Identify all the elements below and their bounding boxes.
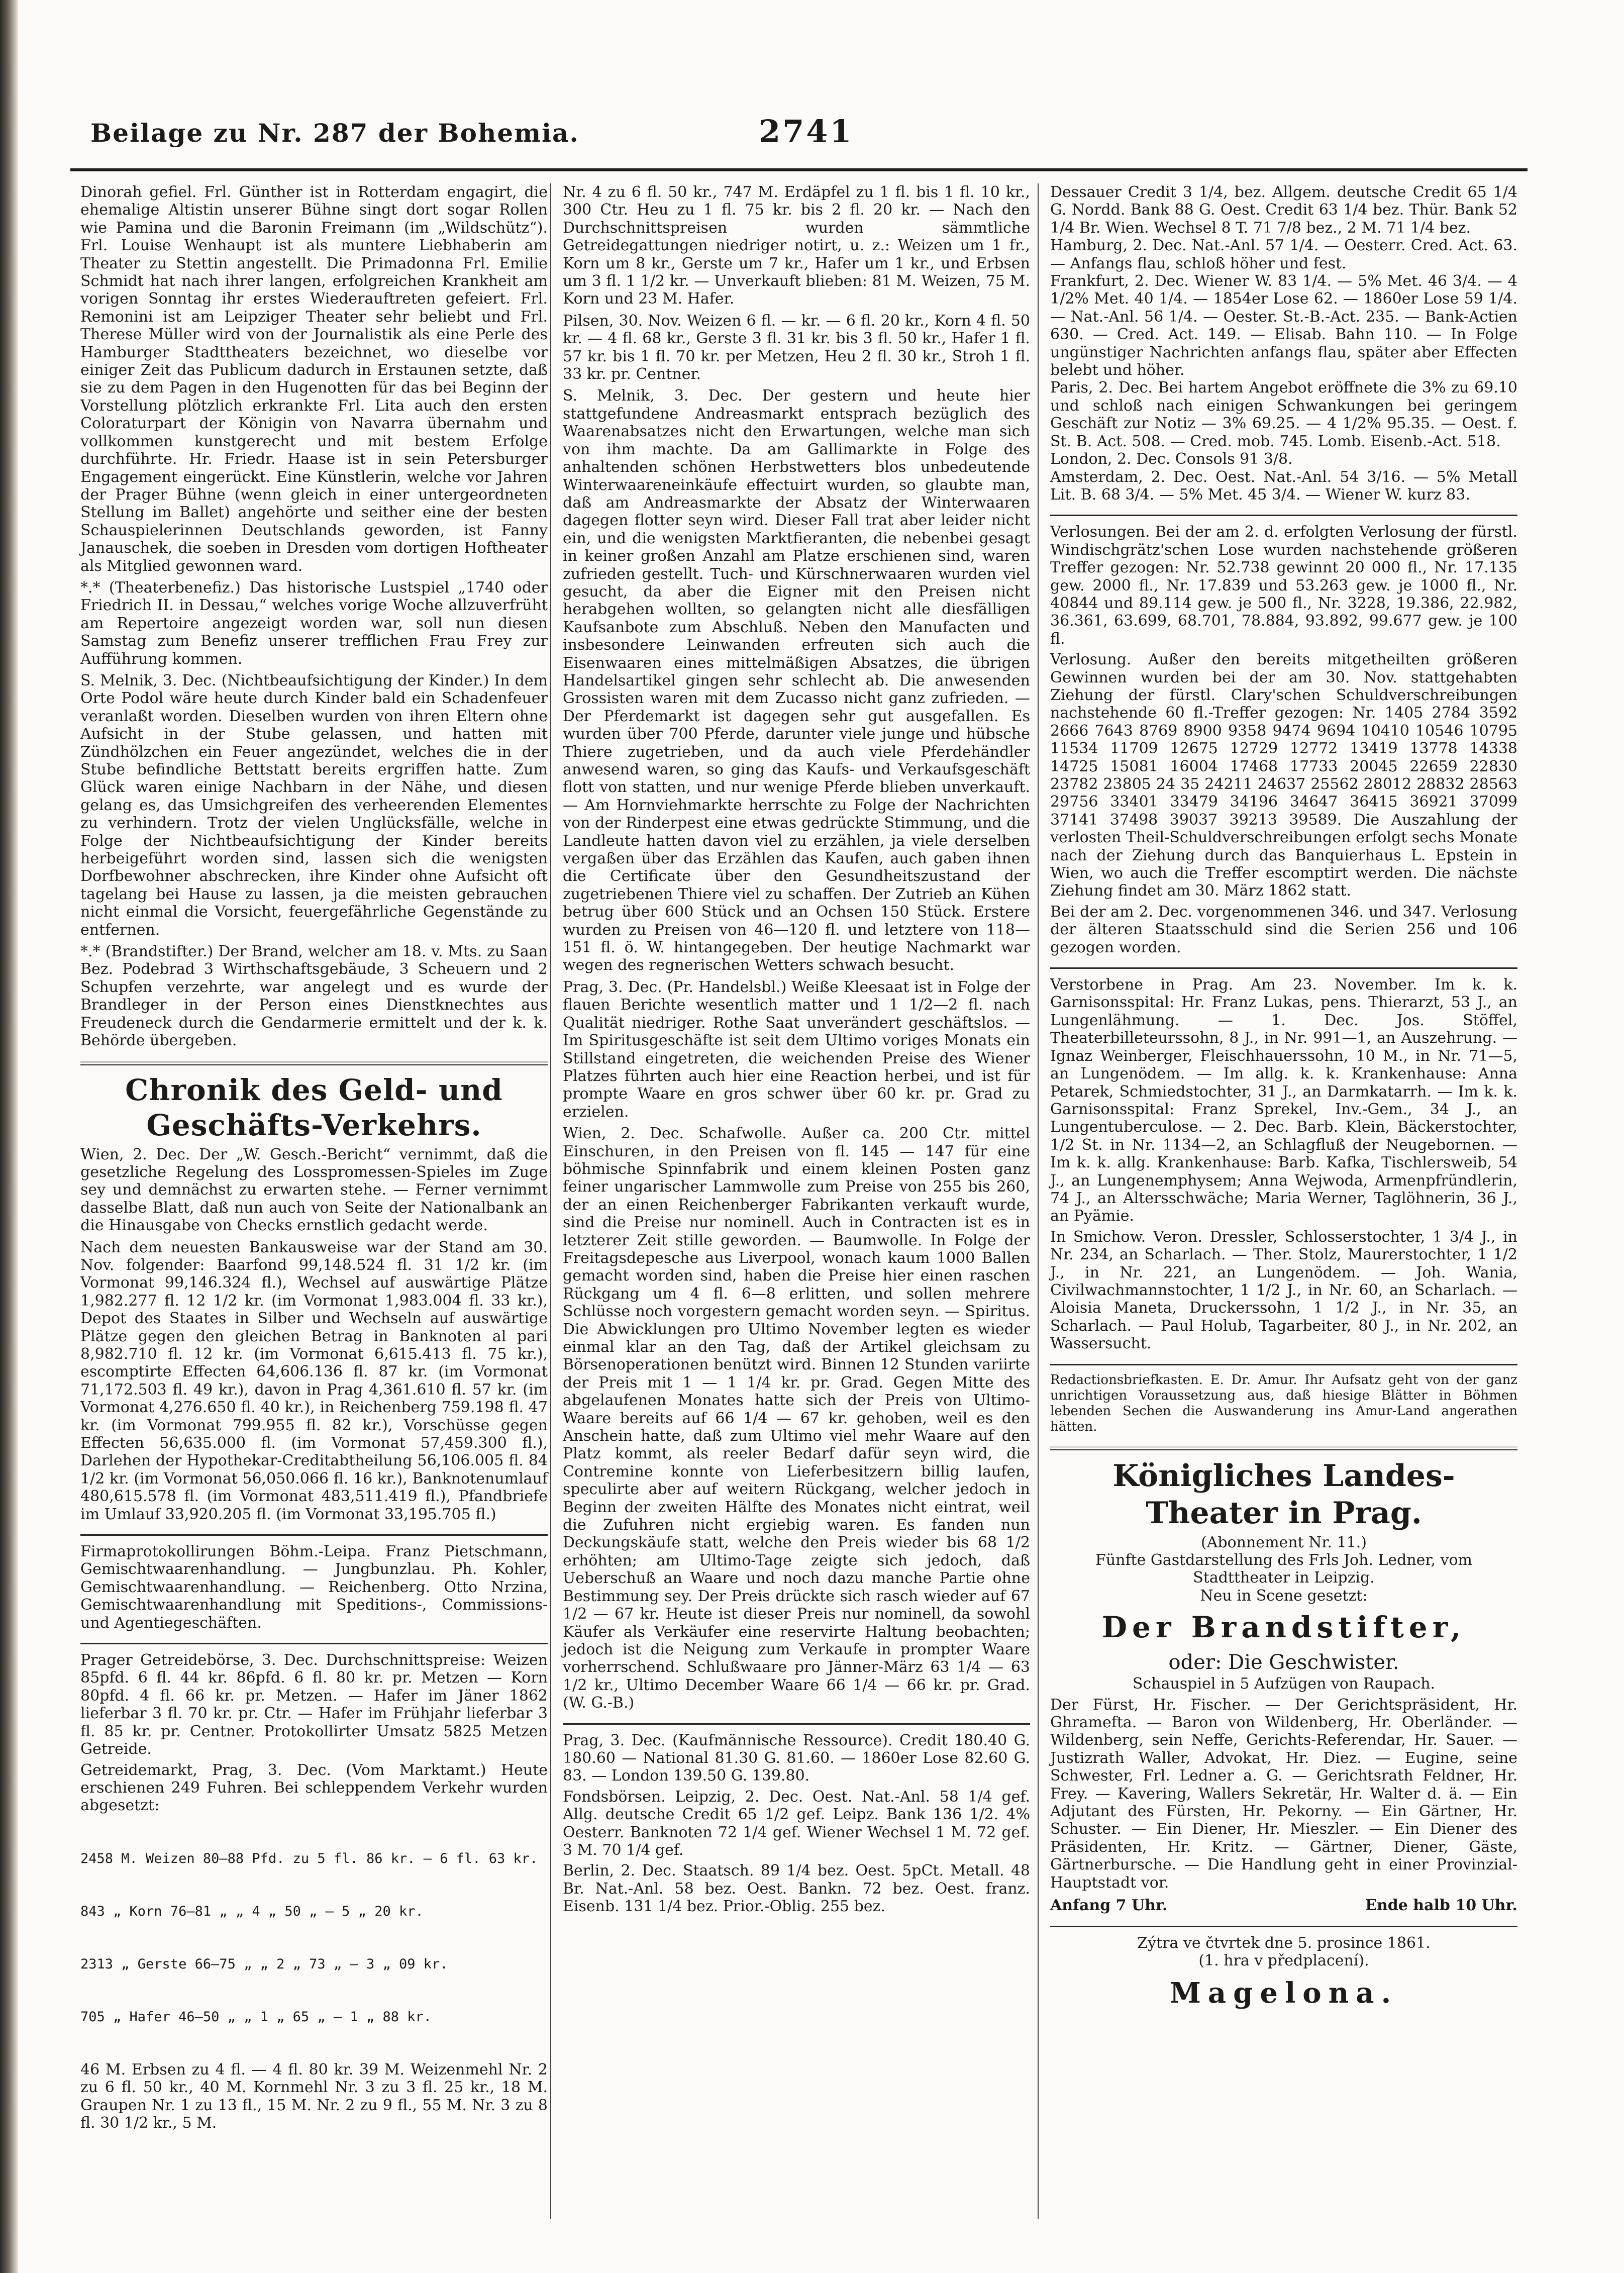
divider	[1050, 1926, 1517, 1927]
article-verstorbene: Verstorbene in Prag. Am 23. November. Im k. k. Garnisonsspital: Hr. Franz Lukas, pens. Thierarzt, 53 J., an Lungenlähmung. — 1. Dec. Jos. Stöffel, Theaterbilleteurssohn, 8 J., in Nr. 991—1, an Auszehrung. — Ignaz Weinberger, Fleischhauerssohn, 10 M., in Nr. 71—5, an Lungenödem. — Im allg. k. k. Krankenhause: Anna Petarek, Schmiedstochter, 31 J., an Darmkatarrh. — Im k. k. Garnisonsspital: Franz Sprekel, Inv.-Gem., 34 J., an Lungentuberculose. — 2. Dec. Barb. Klein, Bäckerstochter, 1/2 St. in Nr. 1134—2, an Schlagfluß der Neugebornen. — Im k. k. allg. Krankenhause: Barb. Kafka, Tischlersweib, 54 J., an Lungenemphysem; Anna Wejwoda, Armenpfründlerin, 74 J., an Altersschwäche; Maria Werner, Taglöhnerin, 36 J., an Pyämie.	[1050, 976, 1517, 1225]
divider	[563, 1723, 1030, 1725]
grain-row: 2313 „ Gerste 66—75 „ „ 2 „ 73 „ — 3 „ 09 kr.	[80, 1956, 448, 1972]
play-start: Anfang 7 Uhr.	[1050, 1897, 1168, 1915]
column-divider	[550, 183, 551, 2219]
page-header	[70, 108, 1528, 171]
divider	[80, 1643, 548, 1644]
supplement-title: Beilage zu Nr. 287 der Bohemia.	[90, 118, 579, 148]
column-3	[1050, 183, 1517, 2010]
article-theater-news: Dinorah gefiel. Frl. Günther ist in Rotterdam engagirt, die ehemalige Altistin unserer Bühne singt dort sogar Rollen wie Pamina und die Baronin Freimann (im „Wildschütz“). Frl. Louise Wenhaupt ist als muntere Liebhaberin am Theater zu Stettin angestellt. Die Primadonna Frl. Emilie Schmidt hat nach ihrer langen, erfolgreichen Krankheit am vorigen Sonntag ihr erstes Wiederauftreten gefeiert. Frl. Remonini ist am Leipziger Theater sehr beliebt und Frl. Therese Müller wird von der Journalistik als eine Perle des Hamburger Stadttheaters bezeichnet, wo dieselbe vor einiger Zeit das Publicum dadurch in Erstaunen setzte, daß sie zu dem Pagen in den Hugenotten für das bei Beginn der Vorstellung plötzlich erkrankte Frl. Lita auch den ersten Coloraturpart der Königin von Navarra übernahm und vollkommen kunstgerecht und mit bestem Erfolge durchführte. Hr. Friedr. Haase ist in sein Petersburger Engagement eingerückt. Eine Künstlerin, welche vor Jahren der Prager Bühne (wenn gleich in einer untergeordneten Stellung im Ballet) angehörte und seither eine der besten Schauspielerinnen Deutschlands geworden, ist Fanny Janauschek, die soeben in Dresden vom dortigen Hoftheater als Mitglied gewonnen ward.	[80, 183, 548, 575]
article-bankausweis: Nach dem neuesten Bankausweise war der Stand am 30. Nov. folgender: Baarfond 99,148.524 fl. 31 1/2 kr. (im Vormonat 99,146.324 fl.), Wechsel auf auswärtige Plätze 1,982.277 fl. 12 1/2 kr. (im Vormonat 1,983.004 fl. 33 kr.), Depot des Staates in Silber und Wechseln auf auswärtige Plätze gegen den gleichen Betrag in Banknoten al pari 8,982.710 fl. 12 kr. (im Vormonat 6,615.413 fl. 75 kr.), escomptirte Effecten 64,606.136 fl. 87 kr. (im Vormonat 71,172.503 fl. 49 kr.), davon in Prag 4,361.610 fl. 57 kr. (im Vormonat 4,276.650 fl. 40 kr.), in Reichenberg 759.198 fl. 47 kr. (im Vormonat 799.955 fl. 82 kr.), Vorschüsse gegen Effecten 56,635.000 fl. (im Vormonat 57,459.300 fl.), Darlehen der Hypothekar-Creditabtheilung 56,106.005 fl. 84 1/2 kr. (im Vormonat 56,050.066 fl. 16 kr.), Banknotenumlauf 480,615.578 fl. (im Vormonat 483,511.419 fl.), Pfandbriefe im Umlauf 33,920.205 fl. (im Vormonat 33,195.705 fl.)	[80, 1238, 548, 1523]
article-wien-schafwolle: Wien, 2. Dec. Schafwolle. Außer ca. 200 Ctr. mittel Einschuren, in den Preisen von fl. 145 — 147 für eine böhmische Spinnfabrik und einem kleinen Posten ganz feiner ungarischer Lammwolle zum Preise von 255 bis 260, der an einen Reichenberger Fabrikanten verkauft wurde, sind die Preise nur nominell. Auch in Contracten ist es in letzterer Zeit stille geworden. — Baumwolle. In Folge der Freitagsdepesche aus Liverpool, wonach kaum 1000 Ballen gemacht worden sind, haben die Preise hier einen raschen Rückgang um 4 fl. 6—8 erlitten, und sollen mehrere Schlüsse noch vorgestern gemacht worden seyn. — Spiritus. Die Abwicklungen pro Ultimo November legten es wieder einmal klar an den Tag, daß der Artikel gleichsam zu Börsenoperationen benützt wird. Binnen 12 Stunden variirte der Preis mit 1 — 1 1/4 kr. pr. Grad. Gegen Mitte des abgelaufenen Monates hatte sich der Preis von Ultimo-Waare bereits auf 66 1/4 — 67 kr. gehoben, weil es den Anschein hatte, daß zum Ultimo viel mehr Waare auf den Platz kommt, als reeler Bedarf dafür seyn wird, die Contremine konnte von Lieferbesitzern billig laufen, speculirte aber auf weitern Rückgang, welcher jedoch in Beginn der zweiten Hälfte des Monates nicht eintrat, weil die Zufuhren nicht ergiebig waren. Es fanden nun Deckungskäufe statt, welche den Preis wieder bis 68 1/2 erhöhten; am Ultimo-Tage zeigte sich jedoch, daß Ueberschuß an Waare und noch dazu manche Partie ohne Bestimmung sey. Der Preis drückte sich rasch wieder auf 67 1/2 — 67 kr. Heute ist dieser Preis nur nominell, da sowohl Käufer als Verkäufer eine reservirte Haltung beobachten; jedoch ist die Neigung zum Verkaufe in prompter Waare vorherrschend. Schlußwaare pro Jänner-März 63 1/4 — 63 1/2 kr., Ultimo December Waare 66 1/4 — 66 kr. pr. Grad. (W. G.-B.)	[563, 1125, 1030, 1712]
article-getreidemarkt-end: Nr. 4 zu 6 fl. 50 kr., 747 M. Erdäpfel zu 1 fl. bis 1 fl. 10 kr., 300 Ctr. Heu zu 1 fl. 75 kr. bis 2 fl. 20 kr. — Nach den Durchschnittspreisen wurden sämmtliche Getreidegattungen niedriger notirt, u. z.: Weizen um 1 fr., Korn um 8 kr., Gerste um 7 kr., Hafer um 1 kr., und Erbsen um 3 fl. 1 1/2 kr. — Unverkauft blieben: 81 M. Weizen, 75 M. Korn und 23 M. Hafer.	[563, 183, 1030, 308]
article-firmaprotokoll: Firmaprotokollirungen Böhm.-Leipa. Franz Pietschmann, Gemischtwaarenhandlung. — Jungbunzlau. Ph. Kohler, Gemischtwaarenhandlung. — Reichenberg. Otto Nrzina, Gemischtwaarenhandlung mit Speditions-, Commissions- und Agentiegeschäften.	[80, 1543, 548, 1632]
article-theaterbenefiz: *.* (Theaterbenefiz.) Das historische Lustspiel „1740 oder Friedrich II. in Dessau,“ welches vorige Woche allzuverfrüht am Repertoire angezeigt worden war, soll nun diesen Samstag zum Benefiz unserer trefflichen Frau Frey zur Aufführung kommen.	[80, 578, 548, 668]
play-title: Der Brandstifter,	[1101, 1610, 1466, 1645]
article-fondsboersen-leipzig: Fondsbörsen. Leipzig, 2. Dec. Oest. Nat.-Anl. 58 1/4 gef. Allg. deutsche Credit 65 1/2 gef. Leipz. Bank 136 1/2. 4% Oesterr. Banknoten 72 1/4 gef. Wiener Wechsel 1 M. 72 gef. 3 M. 70 1/4 gef.	[563, 1788, 1030, 1859]
article-berlin: Berlin, 2. Dec. Staatsch. 89 1/4 bez. Oest. 5pCt. Metall. 48 Br. Nat.-Anl. 58 bez. Oest. Bankn. 72 bez. Oest. franz. Eisenb. 131 1/4 bez. Prior.-Oblig. 255 bez.	[563, 1862, 1030, 1916]
play-times	[1050, 1897, 1517, 1914]
theater-neu: Neu in Scene gesetzt:	[1200, 1587, 1368, 1605]
page-binding-edge	[0, 0, 18, 2273]
article-hamburg: Hamburg, 2. Dec. Nat.-Anl. 57 1/4. — Oesterr. Cred. Act. 63. — Anfangs flau, schloß höher und fest.	[1050, 237, 1517, 272]
article-verlosungen: Verlosungen. Bei der am 2. d. erfolgten Verlosung der fürstl. Windischgrätz'schen Lose wurden nachstehende größeren Treffer gezogen: Nr. 52.738 gewinnt 20 000 fl., Nr. 17.135 gew. 2000 fl., Nr. 17.839 und 53.263 gew. je 1000 fl., Nr. 40844 und 89.114 gew. je 500 fl., Nr. 3228, 19.386, 22.982, 36.361, 63.699, 68.701, 78.884, 93.892, 99.677 gew. je 100 fl.	[1050, 523, 1517, 648]
grain-row: 2458 M. Weizen 80—88 Pfd. zu 5 fl. 86 kr. — 6 fl. 63 kr.	[80, 1850, 538, 1866]
next-day-notice: Zýtra ve čtvrtek dne 5. prosince 1861.	[1137, 1934, 1431, 1952]
play-genre: Schauspiel in 5 Aufzügen von Raupach.	[1132, 1675, 1436, 1693]
next-play-title: Magelona.	[1169, 1976, 1398, 2010]
article-redaktionsbriefkasten: Redactionsbriefkasten. E. Dr. Amur. Ihr Aufsatz geht von der ganz unrichtigen Voraussetzung aus, daß hiesige Blätter in Böhmen lebenden Sechen die Auswanderung ins Amur-Land angerathen hätten.	[1050, 1372, 1517, 1434]
article-frankfurt: Frankfurt, 2. Dec. Wiener W. 83 1/4. — 5% Met. 46 3/4. — 4 1/2% Met. 40 1/4. — 1854er Lose 62. — 1860er Lose 59 1/4. — Nat.-Anl. 56 1/4. — Oester. St.-B.-Act. 235. — Bank-Actien 630. — Cred. Act. 149. — Elisab. Bahn 110. — In Folge ungünstiger Nachrichten anfangs flau, später aber Effecten belebt und höher.	[1050, 272, 1517, 379]
article-getreideboerse: Prager Getreidebörse, 3. Dec. Durchschnittspreise: Weizen 85pfd. 6 fl. 44 kr. 86pfd. 6 fl. 80 kr. pr. Metzen — Korn 80pfd. 4 fl. 66 kr. pr. Metzen. — Hafer im Jäner 1862 lieferbar 3 fl. 70 kr. pr. Ctr. — Hafer im Frühjahr lieferbar 3 fl. 85 kr. pr. Centner. Protokollirter Umsatz 5825 Metzen Getreide.	[80, 1651, 548, 1758]
play-subtitle: oder: Die Geschwister.	[1168, 1651, 1399, 1674]
theater-gast: Fünfte Gastdarstellung des Frls Joh. Ledner, vom Stadttheater in Leipzig.	[1095, 1551, 1472, 1587]
play-cast: Der Fürst, Hr. Fischer. — Der Gerichtspräsident, Hr. Ghramefta. — Baron von Wildenberg, Hr. Oberländer. — Wildenberg, sein Neffe, Gerichts-Referendar, Hr. Sauer. — Justizrath Waller, Advokat, Hr. Diez. — Eugine, seine Schwester, Frl. Ledner a. G. — Gerichtsrath Feldner, Hr. Frey. — Kavering, Wallers Sekretär, Hr. Walter d. ä. — Ein Adjutant des Fürsten, Hr. Pekorny. — Ein Gärtner, Hr. Schuster. — Ein Diener, Hr. Mieszler. — Ein Diener des Präsidenten, Hr. Kritz. — Gärtner, Diener, Gäste, Gärtnerbursche. — Die Handlung geht in einer Provinzial-Hauptstadt vor.	[1050, 1696, 1517, 1892]
section-heading-chronik: Chronik des Geld- und Geschäfts-Verkehrs.	[125, 1072, 503, 1142]
article-wien-bericht: Wien, 2. Dec. Der „W. Gesch.-Bericht“ vernimmt, daß die gesetzliche Regelung des Losspromessen-Spieles im Zuge sey und demnächst zu erwarten stehe. — Ferner vernimmt dasselbe Blatt, daß nun auch von Seite der Nationalbank an die Hinausgabe von Checks ernstlich gedacht werde.	[80, 1145, 548, 1235]
article-getreidemarkt-cont: 46 M. Erbsen zu 4 fl. — 4 fl. 80 kr. 39 M. Weizenmehl Nr. 2 zu 6 fl. 50 kr., 40 M. Kornmehl Nr. 3 zu 3 fl. 25 kr., 18 M. Graupen Nr. 1 zu 13 fl., 15 M. Nr. 2 zu 9 fl., 55 M. Nr. 3 zu 8 fl. 30 1/2 kr., 5 M.	[80, 2060, 548, 2132]
page-number: 2741	[759, 113, 854, 150]
article-verlosung-clary: Verlosung. Außer den bereits mitgetheilten größeren Gewinnen wurden bei der am 30. Nov. stattgehabten Ziehung der fürstl. Clary'schen Schuldverschreibungen nachstehende 60 fl.-Treffer gezogen: Nr. 1405 2784 3592 2666 7643 8769 8900 9358 9474 9694 10410 10546 10795 11534 11709 12675 12729 12772 13419 13778 14338 14725 15081 16004 17468 17733 20045 22659 22830 23782 23805 24 35 24211 24637 25562 28012 28832 28563 29756 33401 33479 34196 34647 36415 36921 37099 37141 37498 39037 39213 39589. Die Auszahlung der verlosten Theil-Schuldverschreibungen erfolgt sechs Monate nach der Ziehung durch das Banquierhaus L. Epstein in Wien, wo auch die Treffer escomptirt werden. Die nächste Ziehung findet am 30. März 1862 statt.	[1050, 651, 1517, 900]
article-amsterdam: Amsterdam, 2. Dec. Oest. Nat.-Anl. 54 3/16. — 5% Metall Lit. B. 68 3/4. — 5% Met. 45 3/4. — Wiener W. kurz 83.	[1050, 468, 1517, 504]
grain-row: 705 „ Hafer 46—50 „ „ 1 „ 65 „ — 1 „ 88 kr.	[80, 2009, 432, 2025]
newspaper-page	[70, 108, 1528, 2132]
article-smichow: In Smichow. Veron. Dressler, Schlosserstochter, 1 3/4 J., in Nr. 234, an Scharlach. — Ther. Stolz, Maurerstochter, 1 1/2 J., in Nr. 221, an Lungenödem. — Joh. Wania, Civilwachmannstochter, 1 1/2 J., in Nr. 60, an Scharlach. — Aloisia Maneta, Druckerssohn, 1 1/2 J., in Nr. 35, an Scharlach. — Paul Holub, Tagarbeiter, 80 J., in Nr. 202, an Wassersucht.	[1050, 1228, 1517, 1353]
article-prag-kleesaat: Prag, 3. Dec. (Pr. Handelsbl.) Weiße Kleesaat ist in Folge der flauen Berichte wesentlich matter und 1 1/2—2 fl. nach Qualität niedriger. Rothe Saat unverändert geschäftslos. — Im Spiritusgeschäfte ist seit dem Ultimo voriges Monats ein Stillstand eingetreten, die weichenden Preise des Wiener Platzes führten auch hier eine Reaction herbei, und ist für prompte Waare en gros schwer über 60 kr. pr. Grad zu erzielen.	[563, 978, 1030, 1121]
article-staatsschuld: Bei der am 2. Dec. vorgenommenen 346. und 347. Verlosung der älteren Staatsschuld sind die Serien 256 und 106 gezogen worden.	[1050, 903, 1517, 956]
column-1	[80, 183, 548, 2132]
grain-row: 843 „ Korn 76—81 „ „ 4 „ 50 „ — 5 „ 20 kr.	[80, 1903, 424, 1919]
section-divider	[1050, 1446, 1517, 1450]
article-melnik-andreasmarkt: S. Melnik, 3. Dec. Der gestern und heute hier stattgefundene Andreasmarkt entsprach bezüglich des Waarenabsatzes nicht den Erwartungen, welche man sich von ihm machte. Da am Gallimarkte in Folge des anhaltenden schönen Herbstwetters blos unbedeutende Winterwaareneinkäufe effectuirt wurden, so glaubte man, daß am Andreasmarkte der Absatz der Winterwaaren dagegen flotter seyn wird. Dieser Fall trat aber leider nicht ein, und die wenigsten Marktfieranten, die nebenbei gesagt in keiner großen Anzahl am Platze erschienen sind, waren zufrieden gestellt. Tuch- und Kürschnerwaaren wurden viel gesucht, da aber die Eigner mit den Preisen nicht herabgehen wollten, so gelangten nicht alle diesfälligen Kaufsanbote zum Abschluß. Neben den Manufacten und insbesondere Leinwanden erfreuten sich auch die Eisenwaaren eines mittelmäßigen Absatzes, die übrigen Handelsartikel gingen sehr schlecht ab. Die anwesenden Grossisten waren mit dem Zucasso nicht ganz zufrieden. — Der Pferdemarkt ist dagegen sehr gut ausgefallen. Es wurden über 700 Pferde, darunter viele junge und hübsche Thiere zugetrieben, und da auch viele Pferdehändler anwesend waren, so ging das Kaufs- und Verkaufsgeschäft flott von statten, und nur wenige Pferde blieben unverkauft. — Am Hornviehmarkte herrschte zu Folge der Nachrichten von der Rinderpest eine etwas gedrückte Stimmung, und die Landleute hatten davon viel zu erzählen, ja viele derselben vergaßen über das Erzählen das Kaufen, auch gaben ihnen die Certificate über den Gesundheitszustand der zugetriebenen Thiere viel zu schaffen. Der Zutrieb an Kühen betrug über 600 Stück und an Ochsen 150 Stück. Erstere wurden zu Preisen von 46—120 fl. und letztere von 118—151 fl. ö. W. hintangegeben. Der heutige Nachmarkt war wegen des regnerischen Wetters schwach besucht.	[563, 387, 1030, 974]
divider	[1050, 967, 1517, 969]
article-paris: Paris, 2. Dec. Bei hartem Angebot eröffnete die 3% zu 69.10 und schloß nach einigen Schwankungen bei geringem Geschäft zur Notiz — 3% 69.25. — 4 1/2% 95.35. — Oest. f. St. B. Act. 508. — Cred. mob. 745. Lomb. Eisenb.-Act. 518.	[1050, 379, 1517, 450]
divider	[1050, 515, 1517, 516]
section-divider	[80, 1061, 548, 1065]
theater-announcement	[1050, 1457, 1517, 2010]
article-getreidemarkt: Getreidemarkt, Prag, 3. Dec. (Vom Marktamt.) Heute erschienen 249 Fuhren. Bei schleppendem Verkehr wurden abgesetzt:	[80, 1761, 548, 1815]
article-dessau: Dessauer Credit 3 1/4, bez. Allgem. deutsche Credit 65 1/4 G. Nordd. Bank 88 G. Oest. Credit 63 1/4 bez. Thür. Bank 52 1/4 Br. Wien. Wechsel 8 T. 71 7/8 bez., 2 M. 71 1/4 bez.	[1050, 183, 1517, 237]
grain-table	[80, 1815, 548, 2061]
article-prag-ressource: Prag, 3. Dec. (Kaufmännische Ressource). Credit 180.40 G. 180.60 — National 81.30 G. 81.60. — 1860er Lose 82.60 G. 83. — London 139.50 G. 139.80.	[563, 1731, 1030, 1785]
column-divider	[1038, 183, 1039, 2219]
divider	[1050, 1364, 1517, 1365]
article-london: London, 2. Dec. Consols 91 3/8.	[1050, 450, 1293, 468]
article-brandstifter: *.* (Brandstifter.) Der Brand, welcher am 18. v. Mts. zu Saan Bez. Podebrad 3 Wirthschaftsgebäude, 3 Scheuern und 2 Schupfen verzehrte, war angelegt und es wurde der Brandleger in der Person eines Dienstknechtes aus Freudeneck durch die Gendarmerie ermittelt und der k. k. Behörde übergeben.	[80, 943, 548, 1050]
divider	[80, 1534, 548, 1536]
article-melnik-kinder: S. Melnik, 3. Dec. (Nichtbeaufsichtigung der Kinder.) In dem Orte Podol wäre heute durch Kinder bald ein Schadenfeuer veranlaßt worden. Dieselben wurden von ihren Eltern ohne Aufsicht in der Stube gelassen, und hatten mit Zündhölzchen ein Feuer angezündet, welches die in der Stube befindliche Bettstatt bereits ergriffen hatte. Zum Glück waren einige Nachbarn in der Nähe, und diesen gelang es, das Umsichgreifen des verheerenden Elementes zu verhindern. Trotz der vielen Unglücksfälle, welche in Folge der Nichtbeaufsichtigung der Kinder bereits herbeigeführt worden sind, lassen sich die wenigsten Dorfbewohner abschrecken, ihre Kinder ohne Aufsicht oft tagelang bei Hause zu lassen, ja die meisten gebrauchen nicht einmal die Vorsicht, feuergefährliche Gegenstände zu entfernen.	[80, 671, 548, 939]
column-2	[563, 183, 1030, 1916]
theater-abonnement: (Abonnement Nr. 11.)	[1201, 1533, 1367, 1551]
next-day-subscription: (1. hra v předplacení).	[1198, 1951, 1369, 1969]
theater-title: Königliches Landes-Theater in Prag.	[1112, 1458, 1455, 1531]
article-pilsen: Pilsen, 30. Nov. Weizen 6 fl. — kr. — 6 fl. 20 kr., Korn 4 fl. 50 kr. — 4 fl. 68 kr., Gerste 3 fl. 31 kr. bis 3 fl. 50 kr., Hafer 1 fl. 57 kr. bis 1 fl. 70 kr. per Metzen, Heu 2 fl. 30 kr., Stroh 1 fl. 33 kr. pr. Centner.	[563, 312, 1030, 383]
play-end: Ende halb 10 Uhr.	[1365, 1897, 1517, 1915]
